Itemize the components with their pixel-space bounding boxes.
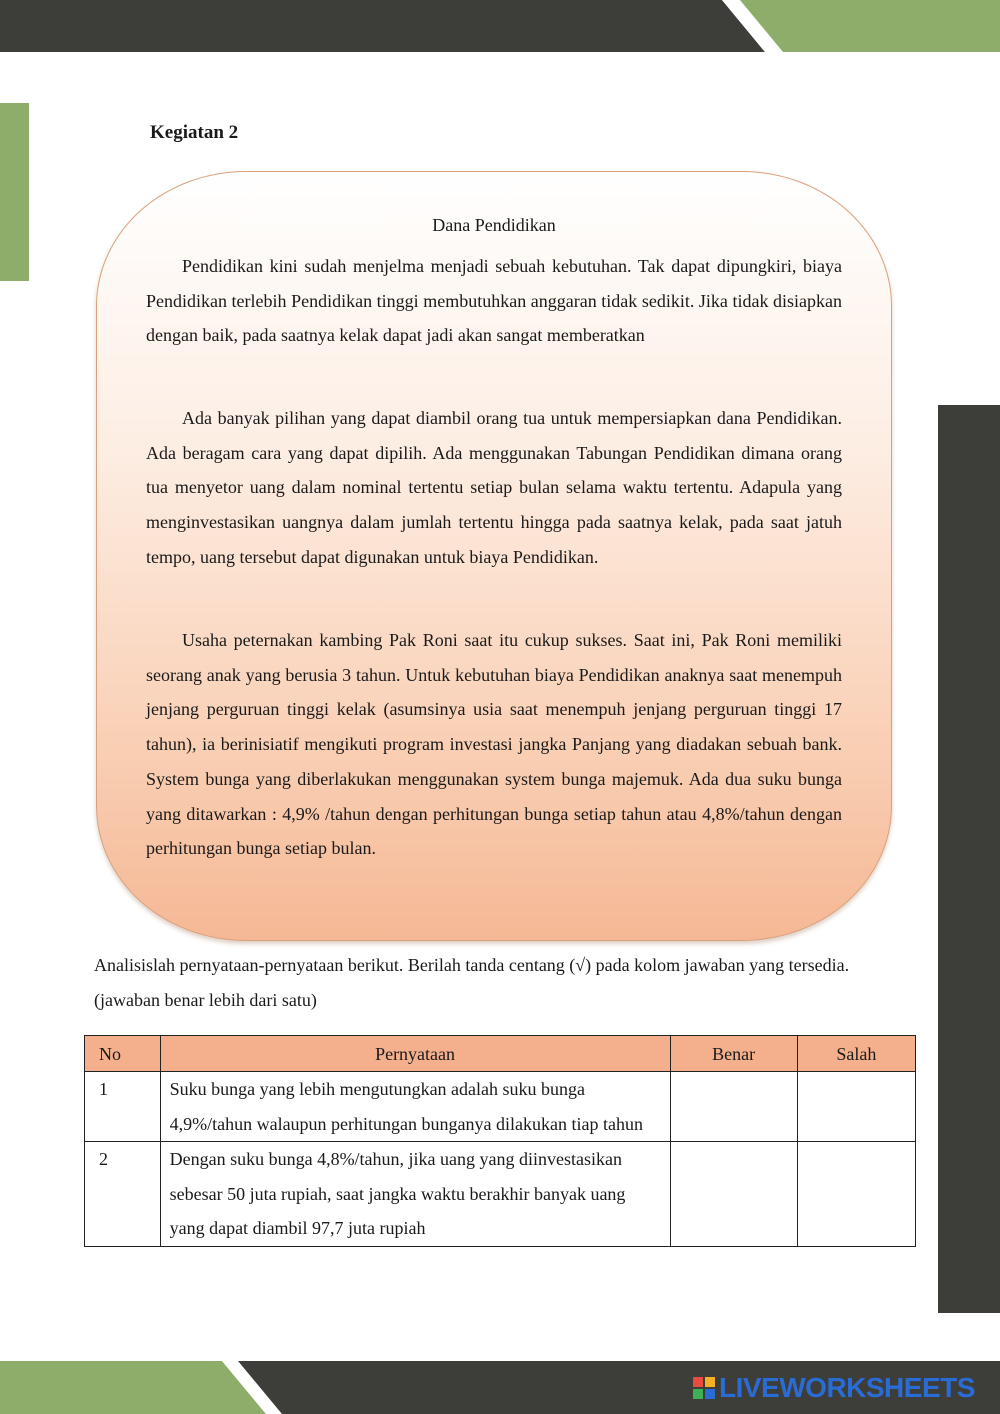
header-statement: Pernyataan	[160, 1036, 670, 1072]
answer-true-cell[interactable]	[670, 1142, 797, 1247]
table-row	[85, 1072, 916, 1142]
liveworksheets-logo	[693, 1374, 975, 1402]
row-statement: Suku bunga yang lebih mengutungkan adalah suku bunga 4,9%/tahun walaupun perhitungan bunganya dilakukan tiap tahun	[160, 1072, 670, 1142]
liveworksheets-logo-icon	[693, 1377, 715, 1399]
story-paragraph-2: Ada banyak pilihan yang dapat diambil orang tua untuk mempersiapkan dana Pendidikan. Ada beragam cara yang dapat dipilih. Ada menggunakan Tabungan Pendidikan dimana orang tua menyetor uang dalam nominal tertentu setiap bulan selama waktu tertentu. Adapula yang menginvestasikan uangnya dalam jumlah tertentu hingga pada saatnya kelak, pada saat jatuh tempo, uang tersebut dapat digunakan untuk biaya Pendidikan.	[146, 408, 842, 567]
story-title: Dana Pendidikan	[432, 215, 556, 235]
row-number: 1	[85, 1072, 161, 1142]
table-header-row	[85, 1036, 916, 1072]
instruction-text: Analisislah pernyataan-pernyataan berikut. Berilah tanda centang (√) pada kolom jawaban yang tersedia. (jawaban benar lebih dari satu)	[94, 955, 850, 1010]
row-statement: Dengan suku bunga 4,8%/tahun, jika uang yang diinvestasikan sebesar 50 juta rupiah, saat jangka waktu berakhir banyak uang yang dapat diambil 97,7 juta rupiah	[160, 1142, 670, 1247]
right-decorative-tab	[938, 405, 1000, 1313]
statement-table	[84, 1035, 916, 1247]
activity-heading: Kegiatan 2	[150, 122, 239, 143]
story-paragraph-1: Pendidikan kini sudah menjelma menjadi sebuah kebutuhan. Tak dapat dipungkiri, biaya Pendidikan terlebih Pendidikan tinggi membutuhkan anggaran tidak sedikit. Jika tidak disiapkan dengan baik, pada saatnya kelak dapat jadi akan sangat memberatkan	[146, 256, 842, 346]
header-no: No	[85, 1036, 161, 1072]
logo-text: LIVEWORKSHEETS	[719, 1372, 975, 1403]
top-decorative-band	[0, 0, 1000, 52]
answer-false-cell[interactable]	[797, 1142, 915, 1247]
row-number: 2	[85, 1142, 161, 1247]
answer-false-cell[interactable]	[797, 1072, 915, 1142]
answer-true-cell[interactable]	[670, 1072, 797, 1142]
left-decorative-tab	[0, 103, 29, 281]
header-true: Benar	[670, 1036, 797, 1072]
header-false: Salah	[797, 1036, 915, 1072]
table-row	[85, 1142, 916, 1247]
story-paragraph-3: Usaha peternakan kambing Pak Roni saat itu cukup sukses. Saat ini, Pak Roni memiliki seorang anak yang berusia 3 tahun. Untuk kebutuhan biaya Pendidikan anaknya saat menempuh jenjang perguruan tinggi kelak (asumsinya usia saat menempuh jenjang perguruan tinggi 17 tahun), ia berinisiatif mengikuti program investasi jangka Panjang yang diadakan sebuah bank. System bunga yang diberlakukan menggunakan system bunga majemuk. Ada dua suku bunga yang ditawarkan : 4,9% /tahun dengan perhitungan bunga setiap tahun atau 4,8%/tahun dengan perhitungan bunga setiap bulan.	[146, 630, 842, 859]
